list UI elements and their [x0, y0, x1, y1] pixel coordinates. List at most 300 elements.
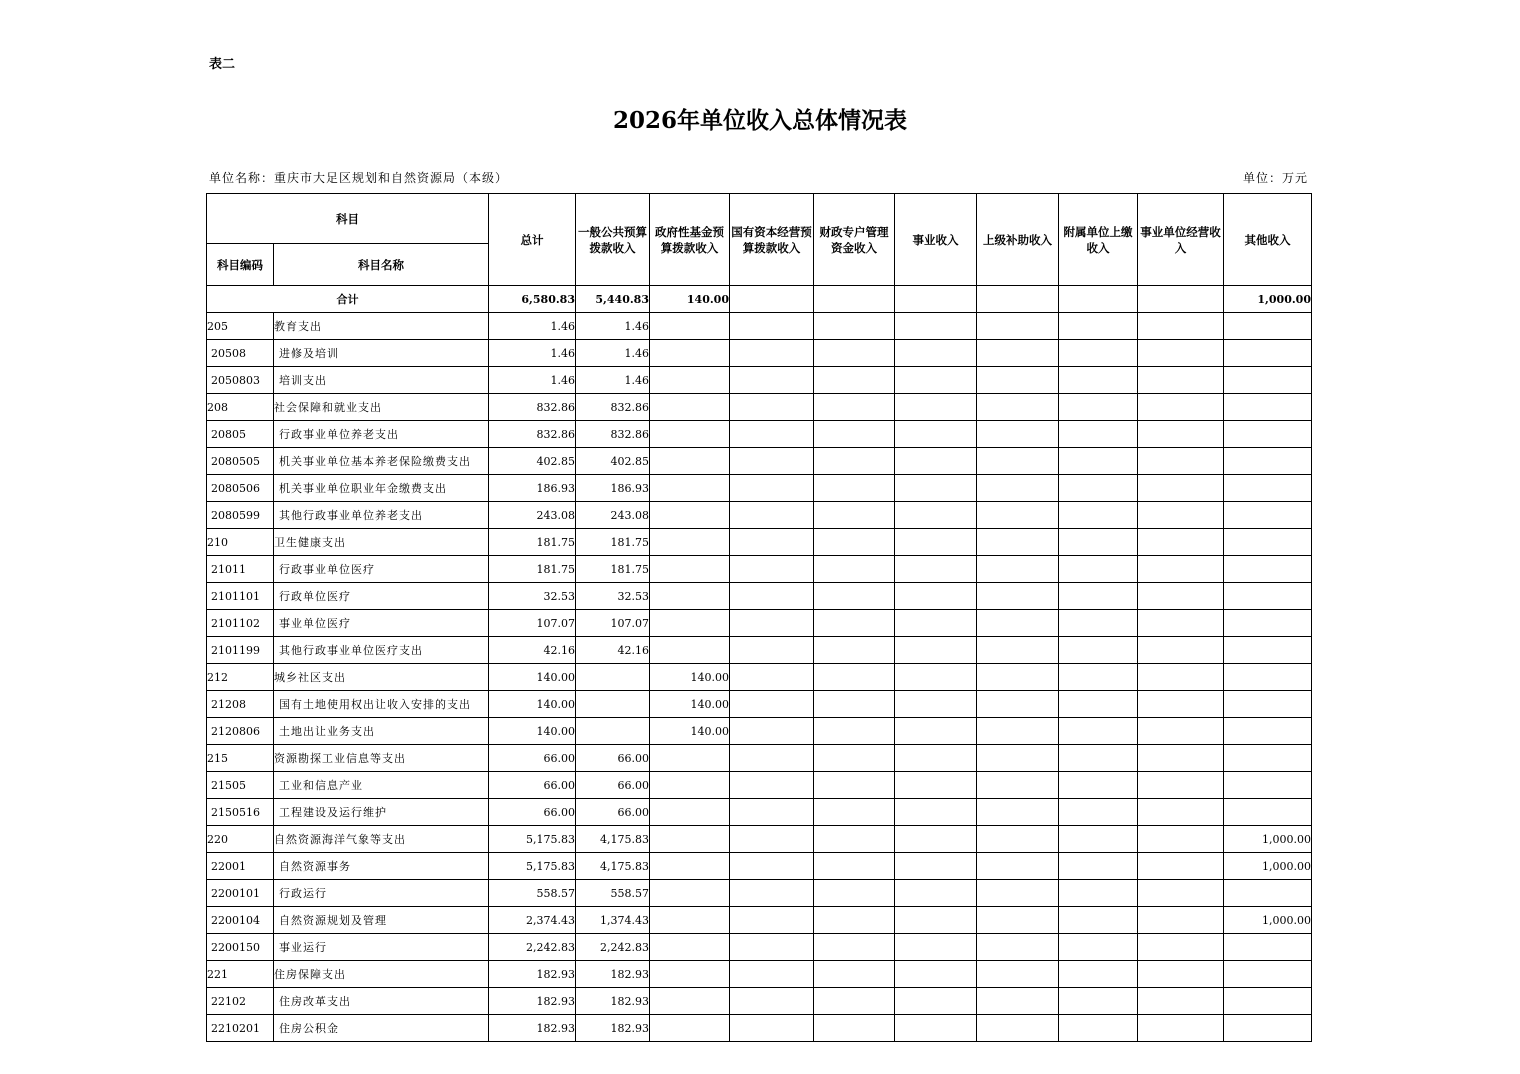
cell-total: 107.07 — [489, 610, 576, 637]
cell-other-income — [1224, 556, 1312, 583]
cell-name: 其他行政事业单位养老支出 — [274, 502, 489, 529]
cell-state-capital — [730, 583, 814, 610]
cell-subsidiary-turnover — [1059, 502, 1138, 529]
header-business-operation: 事业单位经营收入 — [1138, 194, 1224, 286]
cell-total: 1.46 — [489, 367, 576, 394]
cell-state-capital — [730, 367, 814, 394]
cell-business-income — [895, 529, 977, 556]
cell-general-public: 1.46 — [576, 367, 650, 394]
cell-business-operation — [1138, 745, 1224, 772]
cell-business-operation — [1138, 637, 1224, 664]
cell-general-public: 182.93 — [576, 1015, 650, 1042]
header-subsidiary-turnover: 附属单位上缴收入 — [1059, 194, 1138, 286]
cell-subsidiary-turnover — [1059, 691, 1138, 718]
cell-business-income — [895, 772, 977, 799]
cell-state-capital — [730, 853, 814, 880]
total-cell-general-public: 5,440.83 — [576, 286, 650, 313]
cell-gov-fund — [650, 907, 730, 934]
cell-other-income — [1224, 691, 1312, 718]
cell-code: 20508 — [207, 340, 274, 367]
cell-state-capital — [730, 502, 814, 529]
cell-gov-fund — [650, 556, 730, 583]
cell-superior-subsidy — [977, 367, 1059, 394]
cell-superior-subsidy — [977, 745, 1059, 772]
cell-superior-subsidy — [977, 718, 1059, 745]
cell-other-income — [1224, 934, 1312, 961]
cell-total: 181.75 — [489, 529, 576, 556]
cell-fiscal-special — [814, 583, 895, 610]
cell-subsidiary-turnover — [1059, 313, 1138, 340]
cell-business-operation — [1138, 475, 1224, 502]
cell-name: 行政事业单位医疗 — [274, 556, 489, 583]
header-other-income: 其他收入 — [1224, 194, 1312, 286]
cell-superior-subsidy — [977, 421, 1059, 448]
cell-code: 220 — [207, 826, 274, 853]
cell-general-public: 107.07 — [576, 610, 650, 637]
total-cell-superior-subsidy — [977, 286, 1059, 313]
cell-business-operation — [1138, 853, 1224, 880]
cell-other-income — [1224, 637, 1312, 664]
cell-code: 21011 — [207, 556, 274, 583]
cell-fiscal-special — [814, 502, 895, 529]
header-subject-code: 科目编码 — [207, 244, 274, 286]
cell-fiscal-special — [814, 853, 895, 880]
table-row — [207, 313, 1312, 340]
cell-gov-fund — [650, 853, 730, 880]
cell-general-public: 66.00 — [576, 772, 650, 799]
total-label: 合计 — [207, 286, 489, 313]
cell-fiscal-special — [814, 961, 895, 988]
cell-other-income — [1224, 475, 1312, 502]
cell-total: 182.93 — [489, 1015, 576, 1042]
cell-total: 832.86 — [489, 421, 576, 448]
cell-code: 2200150 — [207, 934, 274, 961]
cell-business-operation — [1138, 1015, 1224, 1042]
cell-business-operation — [1138, 907, 1224, 934]
cell-state-capital — [730, 988, 814, 1015]
table-row — [207, 421, 1312, 448]
cell-gov-fund — [650, 826, 730, 853]
cell-general-public: 66.00 — [576, 745, 650, 772]
cell-subsidiary-turnover — [1059, 421, 1138, 448]
cell-general-public: 402.85 — [576, 448, 650, 475]
cell-general-public: 1.46 — [576, 340, 650, 367]
cell-superior-subsidy — [977, 907, 1059, 934]
cell-state-capital — [730, 448, 814, 475]
cell-other-income — [1224, 610, 1312, 637]
cell-gov-fund — [650, 961, 730, 988]
total-cell-business-operation — [1138, 286, 1224, 313]
cell-gov-fund: 140.00 — [650, 664, 730, 691]
cell-subsidiary-turnover — [1059, 826, 1138, 853]
cell-superior-subsidy — [977, 1015, 1059, 1042]
cell-business-operation — [1138, 691, 1224, 718]
cell-state-capital — [730, 475, 814, 502]
cell-subsidiary-turnover — [1059, 637, 1138, 664]
table-row — [207, 637, 1312, 664]
cell-gov-fund — [650, 934, 730, 961]
cell-business-operation — [1138, 664, 1224, 691]
cell-general-public: 832.86 — [576, 394, 650, 421]
header-business-income: 事业收入 — [895, 194, 977, 286]
cell-general-public — [576, 691, 650, 718]
cell-total: 140.00 — [489, 691, 576, 718]
cell-gov-fund — [650, 367, 730, 394]
table-row — [207, 691, 1312, 718]
cell-business-income — [895, 880, 977, 907]
cell-total: 832.86 — [489, 394, 576, 421]
cell-business-income — [895, 502, 977, 529]
cell-fiscal-special — [814, 529, 895, 556]
cell-state-capital — [730, 421, 814, 448]
total-cell-state-capital — [730, 286, 814, 313]
cell-other-income — [1224, 421, 1312, 448]
header-subject: 科目 — [207, 194, 489, 244]
cell-other-income — [1224, 367, 1312, 394]
cell-business-income — [895, 718, 977, 745]
cell-general-public: 4,175.83 — [576, 826, 650, 853]
cell-gov-fund — [650, 448, 730, 475]
cell-fiscal-special — [814, 826, 895, 853]
cell-superior-subsidy — [977, 826, 1059, 853]
cell-business-operation — [1138, 502, 1224, 529]
cell-fiscal-special — [814, 313, 895, 340]
total-cell-total: 6,580.83 — [489, 286, 576, 313]
cell-state-capital — [730, 934, 814, 961]
cell-business-operation — [1138, 313, 1224, 340]
cell-subsidiary-turnover — [1059, 529, 1138, 556]
cell-gov-fund — [650, 502, 730, 529]
cell-name: 城乡社区支出 — [274, 664, 489, 691]
cell-total: 66.00 — [489, 799, 576, 826]
cell-other-income — [1224, 772, 1312, 799]
cell-gov-fund — [650, 610, 730, 637]
cell-gov-fund — [650, 583, 730, 610]
cell-state-capital — [730, 907, 814, 934]
cell-business-income — [895, 664, 977, 691]
cell-subsidiary-turnover — [1059, 475, 1138, 502]
cell-fiscal-special — [814, 394, 895, 421]
cell-gov-fund — [650, 880, 730, 907]
cell-state-capital — [730, 880, 814, 907]
header-general-public: 一般公共预算拨款收入 — [576, 194, 650, 286]
income-table — [206, 193, 1312, 1042]
cell-code: 2080506 — [207, 475, 274, 502]
cell-general-public: 1,374.43 — [576, 907, 650, 934]
cell-subsidiary-turnover — [1059, 961, 1138, 988]
cell-general-public: 832.86 — [576, 421, 650, 448]
cell-total: 140.00 — [489, 664, 576, 691]
cell-total: 243.08 — [489, 502, 576, 529]
cell-other-income — [1224, 988, 1312, 1015]
currency-unit: 单位：万元 — [1242, 171, 1308, 185]
cell-total: 402.85 — [489, 448, 576, 475]
cell-state-capital — [730, 745, 814, 772]
table-row — [207, 745, 1312, 772]
cell-code: 212 — [207, 664, 274, 691]
cell-business-operation — [1138, 529, 1224, 556]
cell-fiscal-special — [814, 691, 895, 718]
cell-fiscal-special — [814, 610, 895, 637]
cell-total: 1.46 — [489, 313, 576, 340]
cell-name: 事业运行 — [274, 934, 489, 961]
cell-business-operation — [1138, 367, 1224, 394]
cell-name: 住房改革支出 — [274, 988, 489, 1015]
cell-business-income — [895, 934, 977, 961]
table-row — [207, 367, 1312, 394]
cell-name: 自然资源规划及管理 — [274, 907, 489, 934]
cell-fiscal-special — [814, 907, 895, 934]
cell-business-income — [895, 475, 977, 502]
cell-general-public: 32.53 — [576, 583, 650, 610]
cell-subsidiary-turnover — [1059, 934, 1138, 961]
cell-other-income: 1,000.00 — [1224, 853, 1312, 880]
cell-code: 2150516 — [207, 799, 274, 826]
cell-state-capital — [730, 1015, 814, 1042]
cell-subsidiary-turnover — [1059, 340, 1138, 367]
cell-code: 2101102 — [207, 610, 274, 637]
table-row — [207, 502, 1312, 529]
cell-code: 22001 — [207, 853, 274, 880]
total-cell-subsidiary-turnover — [1059, 286, 1138, 313]
table-row — [207, 556, 1312, 583]
table-row — [207, 799, 1312, 826]
table-row — [207, 880, 1312, 907]
cell-name: 住房公积金 — [274, 1015, 489, 1042]
cell-other-income — [1224, 529, 1312, 556]
cell-business-income — [895, 421, 977, 448]
cell-gov-fund: 140.00 — [650, 718, 730, 745]
table-row — [207, 1015, 1312, 1042]
cell-total: 182.93 — [489, 988, 576, 1015]
cell-name: 培训支出 — [274, 367, 489, 394]
cell-fiscal-special — [814, 367, 895, 394]
cell-name: 其他行政事业单位医疗支出 — [274, 637, 489, 664]
cell-gov-fund — [650, 772, 730, 799]
cell-name: 卫生健康支出 — [274, 529, 489, 556]
cell-superior-subsidy — [977, 448, 1059, 475]
cell-state-capital — [730, 556, 814, 583]
cell-code: 2210201 — [207, 1015, 274, 1042]
cell-other-income — [1224, 583, 1312, 610]
cell-other-income — [1224, 745, 1312, 772]
cell-general-public: 66.00 — [576, 799, 650, 826]
table-row — [207, 529, 1312, 556]
cell-gov-fund — [650, 421, 730, 448]
table-row — [207, 475, 1312, 502]
cell-business-operation — [1138, 772, 1224, 799]
total-cell-gov-fund: 140.00 — [650, 286, 730, 313]
cell-business-income — [895, 907, 977, 934]
cell-fiscal-special — [814, 475, 895, 502]
cell-total: 32.53 — [489, 583, 576, 610]
cell-business-income — [895, 853, 977, 880]
cell-other-income — [1224, 880, 1312, 907]
cell-other-income — [1224, 718, 1312, 745]
cell-superior-subsidy — [977, 583, 1059, 610]
cell-state-capital — [730, 529, 814, 556]
cell-gov-fund — [650, 745, 730, 772]
table-row — [207, 664, 1312, 691]
cell-other-income — [1224, 394, 1312, 421]
cell-code: 2200104 — [207, 907, 274, 934]
cell-business-income — [895, 961, 977, 988]
table-row — [207, 934, 1312, 961]
unit-name: 单位名称：重庆市大足区规划和自然资源局（本级） — [209, 171, 509, 185]
cell-total: 1.46 — [489, 340, 576, 367]
table-row — [207, 583, 1312, 610]
cell-fiscal-special — [814, 880, 895, 907]
table-tag: 表二 — [209, 57, 236, 72]
cell-general-public: 243.08 — [576, 502, 650, 529]
cell-business-operation — [1138, 340, 1224, 367]
cell-general-public — [576, 718, 650, 745]
cell-business-operation — [1138, 934, 1224, 961]
cell-other-income — [1224, 1015, 1312, 1042]
cell-code: 221 — [207, 961, 274, 988]
cell-code: 2200101 — [207, 880, 274, 907]
cell-name: 行政运行 — [274, 880, 489, 907]
cell-superior-subsidy — [977, 853, 1059, 880]
cell-superior-subsidy — [977, 799, 1059, 826]
cell-state-capital — [730, 718, 814, 745]
cell-gov-fund — [650, 1015, 730, 1042]
cell-general-public: 186.93 — [576, 475, 650, 502]
cell-code: 22102 — [207, 988, 274, 1015]
cell-other-income — [1224, 448, 1312, 475]
cell-code: 210 — [207, 529, 274, 556]
cell-name: 社会保障和就业支出 — [274, 394, 489, 421]
cell-gov-fund — [650, 313, 730, 340]
cell-code: 21505 — [207, 772, 274, 799]
table-row — [207, 772, 1312, 799]
cell-fiscal-special — [814, 664, 895, 691]
cell-code: 2101101 — [207, 583, 274, 610]
cell-total: 558.57 — [489, 880, 576, 907]
cell-business-income — [895, 1015, 977, 1042]
table-row — [207, 826, 1312, 853]
cell-code: 2101199 — [207, 637, 274, 664]
cell-state-capital — [730, 961, 814, 988]
cell-superior-subsidy — [977, 556, 1059, 583]
table-row — [207, 961, 1312, 988]
cell-business-income — [895, 745, 977, 772]
cell-fiscal-special — [814, 988, 895, 1015]
cell-gov-fund — [650, 394, 730, 421]
total-cell-other-income: 1,000.00 — [1224, 286, 1312, 313]
cell-name: 土地出让业务支出 — [274, 718, 489, 745]
cell-general-public: 42.16 — [576, 637, 650, 664]
cell-business-operation — [1138, 421, 1224, 448]
cell-state-capital — [730, 826, 814, 853]
cell-state-capital — [730, 340, 814, 367]
cell-state-capital — [730, 664, 814, 691]
cell-state-capital — [730, 772, 814, 799]
cell-gov-fund — [650, 475, 730, 502]
cell-business-operation — [1138, 394, 1224, 421]
cell-business-income — [895, 448, 977, 475]
cell-total: 42.16 — [489, 637, 576, 664]
cell-general-public: 4,175.83 — [576, 853, 650, 880]
cell-superior-subsidy — [977, 529, 1059, 556]
cell-code: 205 — [207, 313, 274, 340]
cell-name: 自然资源事务 — [274, 853, 489, 880]
cell-other-income: 1,000.00 — [1224, 826, 1312, 853]
cell-state-capital — [730, 394, 814, 421]
cell-business-operation — [1138, 556, 1224, 583]
table-row — [207, 610, 1312, 637]
cell-total: 66.00 — [489, 772, 576, 799]
cell-state-capital — [730, 637, 814, 664]
cell-code: 2120806 — [207, 718, 274, 745]
cell-fiscal-special — [814, 745, 895, 772]
cell-gov-fund: 140.00 — [650, 691, 730, 718]
cell-name: 国有土地使用权出让收入安排的支出 — [274, 691, 489, 718]
header-total: 总计 — [489, 194, 576, 286]
cell-code: 21208 — [207, 691, 274, 718]
cell-code: 2080599 — [207, 502, 274, 529]
cell-business-income — [895, 394, 977, 421]
table-row — [207, 907, 1312, 934]
cell-other-income: 1,000.00 — [1224, 907, 1312, 934]
cell-total: 2,242.83 — [489, 934, 576, 961]
cell-state-capital — [730, 799, 814, 826]
cell-fiscal-special — [814, 799, 895, 826]
cell-superior-subsidy — [977, 772, 1059, 799]
cell-name: 机关事业单位基本养老保险缴费支出 — [274, 448, 489, 475]
cell-fiscal-special — [814, 772, 895, 799]
cell-subsidiary-turnover — [1059, 664, 1138, 691]
cell-name: 自然资源海洋气象等支出 — [274, 826, 489, 853]
cell-business-income — [895, 691, 977, 718]
cell-business-income — [895, 988, 977, 1015]
cell-general-public: 181.75 — [576, 556, 650, 583]
cell-subsidiary-turnover — [1059, 907, 1138, 934]
cell-superior-subsidy — [977, 934, 1059, 961]
cell-subsidiary-turnover — [1059, 880, 1138, 907]
cell-business-operation — [1138, 880, 1224, 907]
cell-other-income — [1224, 799, 1312, 826]
cell-general-public — [576, 664, 650, 691]
total-cell-fiscal-special — [814, 286, 895, 313]
cell-code: 208 — [207, 394, 274, 421]
cell-business-operation — [1138, 583, 1224, 610]
cell-superior-subsidy — [977, 610, 1059, 637]
cell-subsidiary-turnover — [1059, 718, 1138, 745]
cell-name: 工程建设及运行维护 — [274, 799, 489, 826]
table-row — [207, 394, 1312, 421]
cell-subsidiary-turnover — [1059, 799, 1138, 826]
cell-superior-subsidy — [977, 988, 1059, 1015]
cell-business-operation — [1138, 826, 1224, 853]
cell-total: 66.00 — [489, 745, 576, 772]
cell-code: 2080505 — [207, 448, 274, 475]
cell-name: 机关事业单位职业年金缴费支出 — [274, 475, 489, 502]
cell-business-income — [895, 583, 977, 610]
cell-business-income — [895, 340, 977, 367]
cell-business-income — [895, 610, 977, 637]
cell-subsidiary-turnover — [1059, 745, 1138, 772]
cell-subsidiary-turnover — [1059, 772, 1138, 799]
cell-name: 事业单位医疗 — [274, 610, 489, 637]
cell-superior-subsidy — [977, 313, 1059, 340]
cell-business-income — [895, 826, 977, 853]
cell-subsidiary-turnover — [1059, 394, 1138, 421]
cell-name: 教育支出 — [274, 313, 489, 340]
cell-fiscal-special — [814, 421, 895, 448]
cell-fiscal-special — [814, 718, 895, 745]
cell-name: 行政事业单位养老支出 — [274, 421, 489, 448]
